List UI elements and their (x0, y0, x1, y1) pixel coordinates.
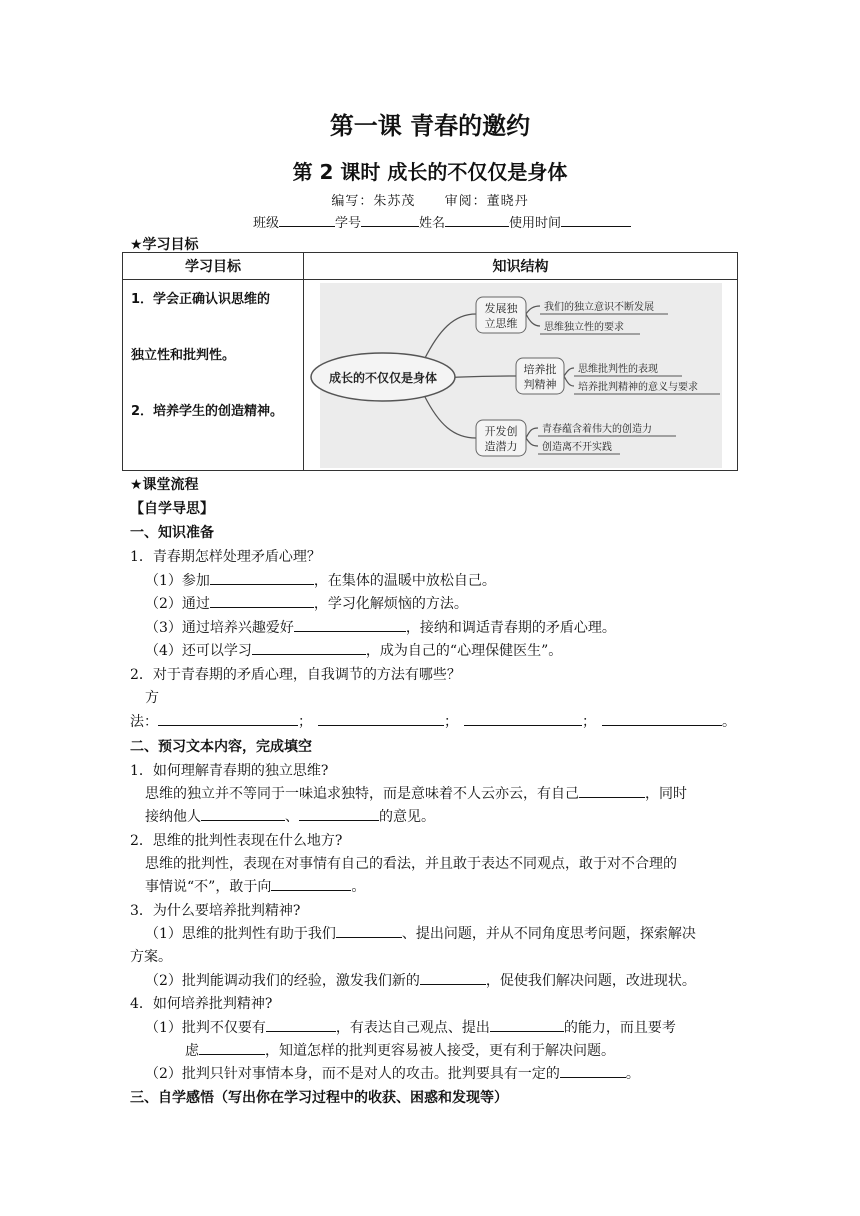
branch-1-label-1: 发展独 (484, 302, 518, 315)
author: 编写：朱苏茂 (331, 194, 416, 209)
p2-q3-line2: 方案。 (130, 949, 172, 965)
branch-3-label-2: 造潜力 (484, 440, 518, 453)
p1-blank4[interactable] (252, 640, 366, 655)
goals-cell (123, 280, 304, 471)
p2-q2: 2．思维的批判性表现在什么地方? (130, 833, 343, 849)
part2-heading: 二、预习文本内容，完成填空 (130, 739, 312, 755)
p1-item3: （3）通过培养兴趣爱好 ，接纳和调适青春期的矛盾心理。 (145, 617, 616, 637)
lesson-title: 第一课 青春的邀约 (329, 112, 531, 140)
p2-q1-line1: 思维的独立并不等同于一味追求独特，而是意味着不人云亦云，有自己 ，同时 (145, 783, 687, 803)
method-blank-1[interactable] (158, 711, 298, 726)
branch-2-label-2: 判精神 (523, 378, 557, 391)
p2-q4-line2: 虑 ，知道怎样的批判更容易被人接受，更有利于解决问题。 (185, 1040, 615, 1060)
self-study-heading: 【自学导思】 (130, 501, 214, 517)
branch-1-leaf-2: 思维独立性的要求 (544, 322, 624, 333)
branch-2-leaf-2: 培养批判精神的意义与要求 (578, 382, 698, 393)
center-node-label: 成长的不仅仅是身体 (328, 371, 438, 385)
p1-item4: （4）还可以学习 ，成为自己的“心理保健医生”。 (145, 640, 562, 660)
name-blank[interactable] (445, 212, 509, 227)
branch-2-leaf-1: 思维批判性的表现 (578, 364, 658, 375)
flow-heading: ★课堂流程 (130, 477, 199, 493)
mind-map (304, 280, 738, 470)
number-label: 学号 (335, 216, 362, 231)
p2-q1: 1．如何理解青春期的独立思维? (130, 763, 329, 779)
p2-q4-blank4[interactable] (560, 1063, 626, 1078)
lesson-subtitle: 第 2 课时 成长的不仅仅是身体 (292, 160, 568, 184)
p2-q4-line1: （1）批判不仅要有 ，有表达自己观点、提出 的能力，而且要考 (145, 1017, 676, 1037)
knowledge-structure-cell (304, 280, 738, 471)
p2-q1-blank3[interactable] (299, 806, 379, 821)
method-blank-4[interactable] (602, 711, 722, 726)
p2-q4: 4．如何培养批判精神? (130, 996, 273, 1012)
class-label: 班级 (253, 216, 280, 231)
p2-q2-line2: 事情说“不”，敢于向 。 (145, 876, 365, 896)
reviewer: 审阅：董晓丹 (444, 194, 529, 209)
p1-blank2[interactable] (210, 593, 314, 608)
method-blank-3[interactable] (464, 711, 582, 726)
p2-q3-line3: （2）批判能调动我们的经验，激发我们新的 ，促使我们解决问题，改进现状。 (145, 970, 696, 990)
goal-1a: 1．学会正确认识思维的 (131, 292, 271, 307)
p1-q1: 1．青春期怎样处理矛盾心理？ (130, 549, 321, 565)
branch-1-leaf-1: 我们的独立意识不断发展 (544, 302, 654, 313)
p2-q2-blank[interactable] (271, 876, 351, 891)
p1-blank3[interactable] (294, 617, 406, 632)
branch-2-label-1: 培养批 (523, 363, 557, 376)
p2-q4-blank1[interactable] (266, 1017, 336, 1032)
p2-q1-line2: 接纳他人 、 的意见。 (145, 806, 435, 826)
p2-q3-line1: （1）思维的批判性有助于我们 、提出问题，并从不同角度思考问题，探索解决 (145, 923, 696, 943)
goals-heading: ★学习目标 (130, 237, 199, 253)
branch-1-label-2: 立思维 (484, 317, 518, 330)
time-blank[interactable] (561, 212, 631, 227)
p2-q4-blank2[interactable] (490, 1017, 564, 1032)
p1-methods-line: 法： ； ； ； 。 (130, 711, 736, 731)
number-blank[interactable] (361, 212, 419, 227)
name-label: 姓名 (419, 216, 446, 231)
time-label: 使用时间 (509, 216, 562, 231)
p1-item2: （2）通过 ，学习化解烦恼的方法。 (145, 593, 468, 613)
part1-heading: 一、知识准备 (130, 525, 214, 541)
goal-2: 2．培养学生的创造精神。 (131, 404, 284, 419)
p2-q4-line3: （2）批判只针对事情本身，而不是对人的攻击。批判要具有一定的 。 (145, 1063, 640, 1083)
p1-fang: 方 (145, 690, 159, 706)
p2-q3-blank1[interactable] (336, 923, 402, 938)
col-goal-header: 学习目标 (123, 253, 304, 280)
p1-blank1[interactable] (210, 570, 314, 585)
p2-q2-line1: 思维的批判性，表现在对事情有自己的看法，并且敢于表达不同观点，敢于对不合理的 (145, 856, 677, 872)
p2-q1-blank2[interactable] (201, 806, 285, 821)
p2-q3: 3．为什么要培养批判精神? (130, 903, 301, 919)
branch-3-label-1: 开发创 (484, 425, 518, 438)
col-structure-header: 知识结构 (304, 253, 738, 280)
author-line (0, 190, 860, 209)
p1-q2: 2．对于青春期的矛盾心理，自我调节的方法有哪些？ (130, 667, 461, 683)
branch-3-leaf-2: 创造离不开实践 (542, 442, 612, 453)
p2-q1-blank1[interactable] (579, 783, 645, 798)
p2-q3-blank2[interactable] (420, 970, 486, 985)
branch-3-leaf-1: 青春蕴含着伟大的创造力 (542, 424, 652, 435)
method-blank-2[interactable] (318, 711, 444, 726)
part3-heading: 三、自学感悟（写出你在学习过程中的收获、困惑和发现等） (130, 1090, 508, 1106)
p1-item1: （1）参加 ，在集体的温暖中放松自己。 (145, 570, 496, 590)
goal-1b: 独立性和批判性。 (131, 348, 236, 363)
class-blank[interactable] (279, 212, 335, 227)
p2-q4-blank3[interactable] (199, 1040, 265, 1055)
goals-table (122, 252, 738, 471)
student-info-line (253, 212, 631, 231)
